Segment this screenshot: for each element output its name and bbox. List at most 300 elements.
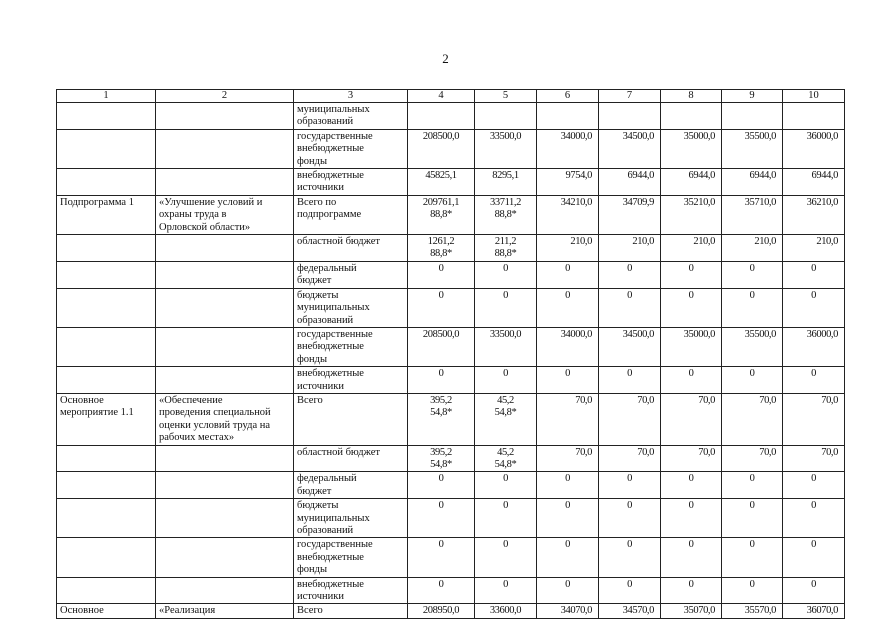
value-cell-text: 208500,0 <box>422 130 460 142</box>
value-cell <box>537 499 599 538</box>
value-cell-text: 33600,0 <box>489 605 522 617</box>
value-cell-text: 0 <box>749 500 755 512</box>
value-cell <box>661 393 722 445</box>
value-cell-text: 70,0 <box>637 446 654 458</box>
table-row <box>57 499 845 538</box>
value-cell-text: 0 <box>627 368 632 380</box>
value-cell <box>599 445 661 472</box>
source-cell <box>294 538 408 577</box>
source-cell-text: государственные внебюджетные фонды <box>297 539 373 576</box>
value-cell <box>599 367 661 394</box>
value-cell <box>408 445 475 472</box>
value-cell-text: 1261,2 88,8* <box>427 236 455 260</box>
value-cell-text: 0 <box>565 368 570 380</box>
value-cell-text: 34000,0 <box>560 328 592 340</box>
value-cell <box>537 169 599 196</box>
value-cell <box>475 261 537 288</box>
program-cell <box>57 393 156 445</box>
value-cell <box>661 235 722 262</box>
value-cell-text: 0 <box>627 289 632 301</box>
source-cell-text: государственные внебюджетные фонды <box>297 130 373 167</box>
source-cell <box>294 604 408 618</box>
value-cell-text: 35070,0 <box>683 605 715 617</box>
value-cell <box>722 538 783 577</box>
value-cell-text: 34070,0 <box>560 605 592 617</box>
value-cell <box>599 288 661 327</box>
value-cell <box>599 327 661 366</box>
value-cell-text: 0 <box>503 500 508 512</box>
value-cell <box>537 472 599 499</box>
value-cell <box>783 367 845 394</box>
source-cell-text: областной бюджет <box>297 446 380 458</box>
name-cell <box>156 327 294 366</box>
program-cell <box>57 261 156 288</box>
program-cell <box>57 538 156 577</box>
name-cell <box>156 393 294 445</box>
value-cell-text: 0 <box>688 539 694 551</box>
name-cell <box>156 103 294 130</box>
source-cell-text: бюджеты муниципальных образований <box>297 500 370 536</box>
value-cell <box>475 472 537 499</box>
source-cell <box>294 577 408 604</box>
value-cell-text: 208950,0 <box>422 605 460 617</box>
value-cell <box>408 288 475 327</box>
value-cell-text: 210,0 <box>693 236 715 248</box>
value-cell-text: 0 <box>749 368 755 380</box>
value-cell-text: 210,0 <box>816 236 838 248</box>
budget-table <box>56 89 845 619</box>
value-cell-text: 45,2 54,8* <box>494 446 517 470</box>
source-cell-text: внебюджетные источники <box>297 368 364 392</box>
source-cell <box>294 499 408 538</box>
value-cell-text: 210,0 <box>632 236 654 248</box>
value-cell-text: 34000,0 <box>560 130 592 142</box>
value-cell <box>537 367 599 394</box>
value-cell <box>599 472 661 499</box>
value-cell-text: 70,0 <box>821 394 838 406</box>
program-cell-text: Основное мероприятие 1.1 <box>60 394 134 419</box>
value-cell-text: 70,0 <box>637 394 654 406</box>
value-cell <box>599 261 661 288</box>
value-cell <box>661 195 722 234</box>
source-cell <box>294 393 408 445</box>
value-cell <box>783 169 845 196</box>
page-number: 2 <box>442 51 449 66</box>
value-cell-text: 0 <box>438 262 444 274</box>
table-row <box>57 472 845 499</box>
value-cell-text: 0 <box>627 262 632 274</box>
table-row <box>57 604 845 618</box>
table-row <box>57 103 845 130</box>
program-cell <box>57 169 156 196</box>
value-cell <box>475 445 537 472</box>
source-cell <box>294 327 408 366</box>
value-cell-text: 70,0 <box>759 446 776 458</box>
value-cell <box>537 288 599 327</box>
program-cell <box>57 288 156 327</box>
value-cell <box>475 195 537 234</box>
value-cell-text: 0 <box>749 289 755 301</box>
source-cell-text: внебюджетные источники <box>297 578 364 603</box>
value-cell <box>537 195 599 234</box>
value-cell-text: 34500,0 <box>622 130 654 142</box>
value-cell <box>783 288 845 327</box>
value-cell <box>475 288 537 327</box>
value-cell-text: 0 <box>438 539 444 551</box>
value-cell-text: 35500,0 <box>744 130 776 142</box>
value-cell-text: 0 <box>811 473 816 485</box>
value-cell <box>537 577 599 604</box>
name-cell <box>156 604 294 618</box>
value-cell-text: 0 <box>565 473 570 485</box>
source-cell-text: бюджеты муниципальных образований <box>297 289 370 326</box>
value-cell-text: 36000,0 <box>806 130 838 142</box>
value-cell <box>783 103 845 130</box>
value-cell-text: 33500,0 <box>489 328 522 340</box>
name-cell <box>156 445 294 472</box>
value-cell-text: 210,0 <box>754 236 776 248</box>
value-cell-text: 6944,0 <box>627 170 654 182</box>
value-cell <box>722 604 783 618</box>
value-cell-text: 45,2 54,8* <box>494 394 517 419</box>
source-cell <box>294 235 408 262</box>
value-cell-text: 70,0 <box>759 394 776 406</box>
value-cell-text: 0 <box>811 539 816 551</box>
source-cell-text: Всего по подпрограмме <box>297 196 362 221</box>
value-cell <box>537 445 599 472</box>
value-cell-text: 70,0 <box>698 394 715 406</box>
value-cell <box>722 103 783 130</box>
value-cell-text: 8295,1 <box>492 170 519 182</box>
name-cell <box>156 288 294 327</box>
value-cell <box>661 288 722 327</box>
value-cell-text: 34500,0 <box>622 328 654 340</box>
program-cell <box>57 367 156 394</box>
source-cell-text: Всего <box>297 605 323 617</box>
value-cell-text: 211,2 88,8* <box>494 236 517 260</box>
source-cell <box>294 261 408 288</box>
value-cell <box>475 327 537 366</box>
value-cell <box>783 129 845 168</box>
value-cell <box>475 235 537 262</box>
name-cell <box>156 538 294 577</box>
value-cell <box>408 327 475 366</box>
table-row <box>57 393 845 445</box>
value-cell <box>599 499 661 538</box>
value-cell <box>537 129 599 168</box>
program-cell <box>57 129 156 168</box>
value-cell-text: 0 <box>503 289 508 301</box>
name-cell-text: «Реализация <box>159 605 216 617</box>
value-cell <box>783 327 845 366</box>
value-cell-text: 0 <box>688 578 694 590</box>
value-cell-text: 0 <box>749 578 755 590</box>
value-cell <box>408 393 475 445</box>
name-cell <box>156 169 294 196</box>
value-cell <box>722 288 783 327</box>
value-cell <box>599 538 661 577</box>
value-cell <box>722 393 783 445</box>
value-cell-text: 33711,2 88,8* <box>490 196 521 221</box>
value-cell-text: 0 <box>627 539 632 551</box>
source-cell-text: федеральный бюджет <box>297 473 357 497</box>
table-row <box>57 261 845 288</box>
value-cell-text: 9754,0 <box>565 170 592 182</box>
value-cell <box>475 604 537 618</box>
value-cell <box>475 129 537 168</box>
column-header: 6 <box>537 90 599 103</box>
value-cell <box>722 129 783 168</box>
column-header: 2 <box>156 90 294 103</box>
name-cell <box>156 261 294 288</box>
value-cell-text: 70,0 <box>821 446 838 458</box>
value-cell-text: 0 <box>749 539 755 551</box>
column-header: 5 <box>475 90 537 103</box>
value-cell <box>722 367 783 394</box>
value-cell-text: 6944,0 <box>811 170 838 182</box>
source-cell <box>294 129 408 168</box>
value-cell <box>722 195 783 234</box>
column-header: 10 <box>783 90 845 103</box>
value-cell-text: 0 <box>565 578 570 590</box>
value-cell <box>783 261 845 288</box>
value-cell-text: 36210,0 <box>806 196 838 208</box>
value-cell <box>661 169 722 196</box>
value-cell-text: 70,0 <box>575 394 592 406</box>
value-cell-text: 6944,0 <box>749 170 776 182</box>
value-cell <box>661 103 722 130</box>
value-cell <box>408 169 475 196</box>
value-cell-text: 0 <box>811 262 816 274</box>
value-cell <box>783 393 845 445</box>
value-cell <box>661 472 722 499</box>
value-cell-text: 0 <box>688 500 694 512</box>
column-header: 9 <box>722 90 783 103</box>
value-cell-text: 6944,0 <box>688 170 715 182</box>
source-cell <box>294 169 408 196</box>
value-cell <box>722 235 783 262</box>
value-cell <box>537 393 599 445</box>
value-cell <box>722 577 783 604</box>
value-cell-text: 35710,0 <box>744 196 776 208</box>
value-cell <box>475 393 537 445</box>
value-cell-text: 36000,0 <box>806 328 838 340</box>
value-cell <box>475 577 537 604</box>
value-cell <box>408 472 475 499</box>
value-cell <box>408 195 475 234</box>
column-header: 8 <box>661 90 722 103</box>
source-cell <box>294 288 408 327</box>
value-cell-text: 0 <box>438 500 444 512</box>
source-cell-text: областной бюджет <box>297 236 380 248</box>
value-cell <box>661 499 722 538</box>
value-cell <box>783 235 845 262</box>
value-cell <box>599 235 661 262</box>
value-cell <box>661 327 722 366</box>
value-cell-text: 0 <box>565 539 570 551</box>
value-cell-text: 35500,0 <box>744 328 776 340</box>
table-row <box>57 327 845 366</box>
value-cell-text: 0 <box>438 368 444 380</box>
value-cell-text: 0 <box>438 578 444 590</box>
value-cell <box>408 103 475 130</box>
value-cell <box>661 604 722 618</box>
value-cell <box>475 169 537 196</box>
value-cell-text: 210,0 <box>570 236 592 248</box>
value-cell-text: 35570,0 <box>744 605 776 617</box>
value-cell-text: 36070,0 <box>806 605 838 617</box>
value-cell-text: 0 <box>688 289 694 301</box>
name-cell <box>156 472 294 499</box>
value-cell <box>783 445 845 472</box>
value-cell <box>408 235 475 262</box>
source-cell-text: внебюджетные источники <box>297 170 364 194</box>
column-header: 1 <box>57 90 156 103</box>
name-cell <box>156 129 294 168</box>
value-cell-text: 0 <box>565 500 570 512</box>
column-header: 3 <box>294 90 408 103</box>
value-cell-text: 45825,1 <box>425 170 457 182</box>
table-row <box>57 577 845 604</box>
value-cell-text: 70,0 <box>575 446 592 458</box>
value-cell <box>599 129 661 168</box>
value-cell-text: 70,0 <box>698 446 715 458</box>
value-cell-text: 35000,0 <box>683 328 715 340</box>
program-cell <box>57 195 156 234</box>
value-cell <box>475 103 537 130</box>
source-cell-text: муниципальных образований <box>297 104 370 128</box>
program-cell <box>57 327 156 366</box>
value-cell <box>408 499 475 538</box>
value-cell-text: 0 <box>627 578 632 590</box>
value-cell-text: 0 <box>565 289 570 301</box>
value-cell <box>661 538 722 577</box>
value-cell <box>408 604 475 618</box>
value-cell-text: 0 <box>627 473 632 485</box>
value-cell <box>475 367 537 394</box>
value-cell <box>599 169 661 196</box>
table-row <box>57 169 845 196</box>
value-cell <box>537 235 599 262</box>
value-cell-text: 208500,0 <box>422 328 460 340</box>
source-cell <box>294 472 408 499</box>
value-cell <box>783 604 845 618</box>
value-cell-text: 0 <box>503 539 508 551</box>
column-header: 4 <box>408 90 475 103</box>
value-cell <box>783 499 845 538</box>
table-row <box>57 235 845 262</box>
value-cell <box>661 129 722 168</box>
table-header-row <box>57 90 845 103</box>
program-cell <box>57 577 156 604</box>
value-cell-text: 395,2 54,8* <box>430 446 452 470</box>
source-cell <box>294 195 408 234</box>
value-cell <box>783 195 845 234</box>
program-cell <box>57 472 156 499</box>
name-cell <box>156 499 294 538</box>
value-cell <box>537 538 599 577</box>
value-cell <box>661 367 722 394</box>
program-cell <box>57 604 156 618</box>
value-cell <box>408 577 475 604</box>
value-cell <box>722 327 783 366</box>
program-cell-text: Основное <box>60 605 104 617</box>
value-cell-text: 0 <box>503 473 508 485</box>
table-row <box>57 195 845 234</box>
name-cell <box>156 235 294 262</box>
value-cell <box>537 604 599 618</box>
value-cell-text: 0 <box>565 262 570 274</box>
value-cell <box>537 103 599 130</box>
name-cell-text: «Обеспечение проведения специальной оценки условий труда на рабочих местах» <box>159 394 271 444</box>
table-row <box>57 288 845 327</box>
value-cell-text: 0 <box>749 262 755 274</box>
value-cell <box>783 577 845 604</box>
value-cell <box>783 472 845 499</box>
value-cell-text: 35000,0 <box>683 130 715 142</box>
table-row <box>57 367 845 394</box>
value-cell <box>722 472 783 499</box>
table-row <box>57 538 845 577</box>
value-cell <box>537 261 599 288</box>
value-cell-text: 0 <box>438 289 444 301</box>
value-cell-text: 34210,0 <box>560 196 592 208</box>
value-cell-text: 0 <box>688 368 694 380</box>
value-cell-text: 395,2 54,8* <box>430 394 452 419</box>
value-cell-text: 0 <box>811 500 816 512</box>
name-cell <box>156 367 294 394</box>
value-cell <box>783 538 845 577</box>
table-row <box>57 129 845 168</box>
program-cell <box>57 445 156 472</box>
table-body <box>57 90 845 619</box>
value-cell <box>599 604 661 618</box>
value-cell <box>408 538 475 577</box>
value-cell-text: 35210,0 <box>683 196 715 208</box>
table-row <box>57 445 845 472</box>
value-cell <box>475 538 537 577</box>
source-cell <box>294 367 408 394</box>
program-cell <box>57 235 156 262</box>
value-cell-text: 34570,0 <box>622 605 654 617</box>
source-cell-text: государственные внебюджетные фонды <box>297 328 373 365</box>
program-cell <box>57 103 156 130</box>
source-cell <box>294 445 408 472</box>
column-header: 7 <box>599 90 661 103</box>
value-cell <box>408 129 475 168</box>
value-cell <box>661 445 722 472</box>
value-cell-text: 209761,1 88,8* <box>422 196 460 221</box>
value-cell <box>599 195 661 234</box>
source-cell <box>294 103 408 130</box>
value-cell <box>475 499 537 538</box>
value-cell <box>722 499 783 538</box>
program-cell-text: Подпрограмма 1 <box>60 196 134 208</box>
value-cell <box>599 393 661 445</box>
name-cell <box>156 195 294 234</box>
source-cell-text: Всего <box>297 394 323 406</box>
value-cell-text: 0 <box>811 578 816 590</box>
value-cell <box>408 367 475 394</box>
value-cell-text: 0 <box>688 262 694 274</box>
value-cell-text: 0 <box>811 289 816 301</box>
value-cell-text: 0 <box>627 500 632 512</box>
name-cell <box>156 577 294 604</box>
program-cell <box>57 499 156 538</box>
value-cell-text: 34709,9 <box>622 196 654 208</box>
value-cell <box>722 445 783 472</box>
value-cell-text: 0 <box>688 473 694 485</box>
